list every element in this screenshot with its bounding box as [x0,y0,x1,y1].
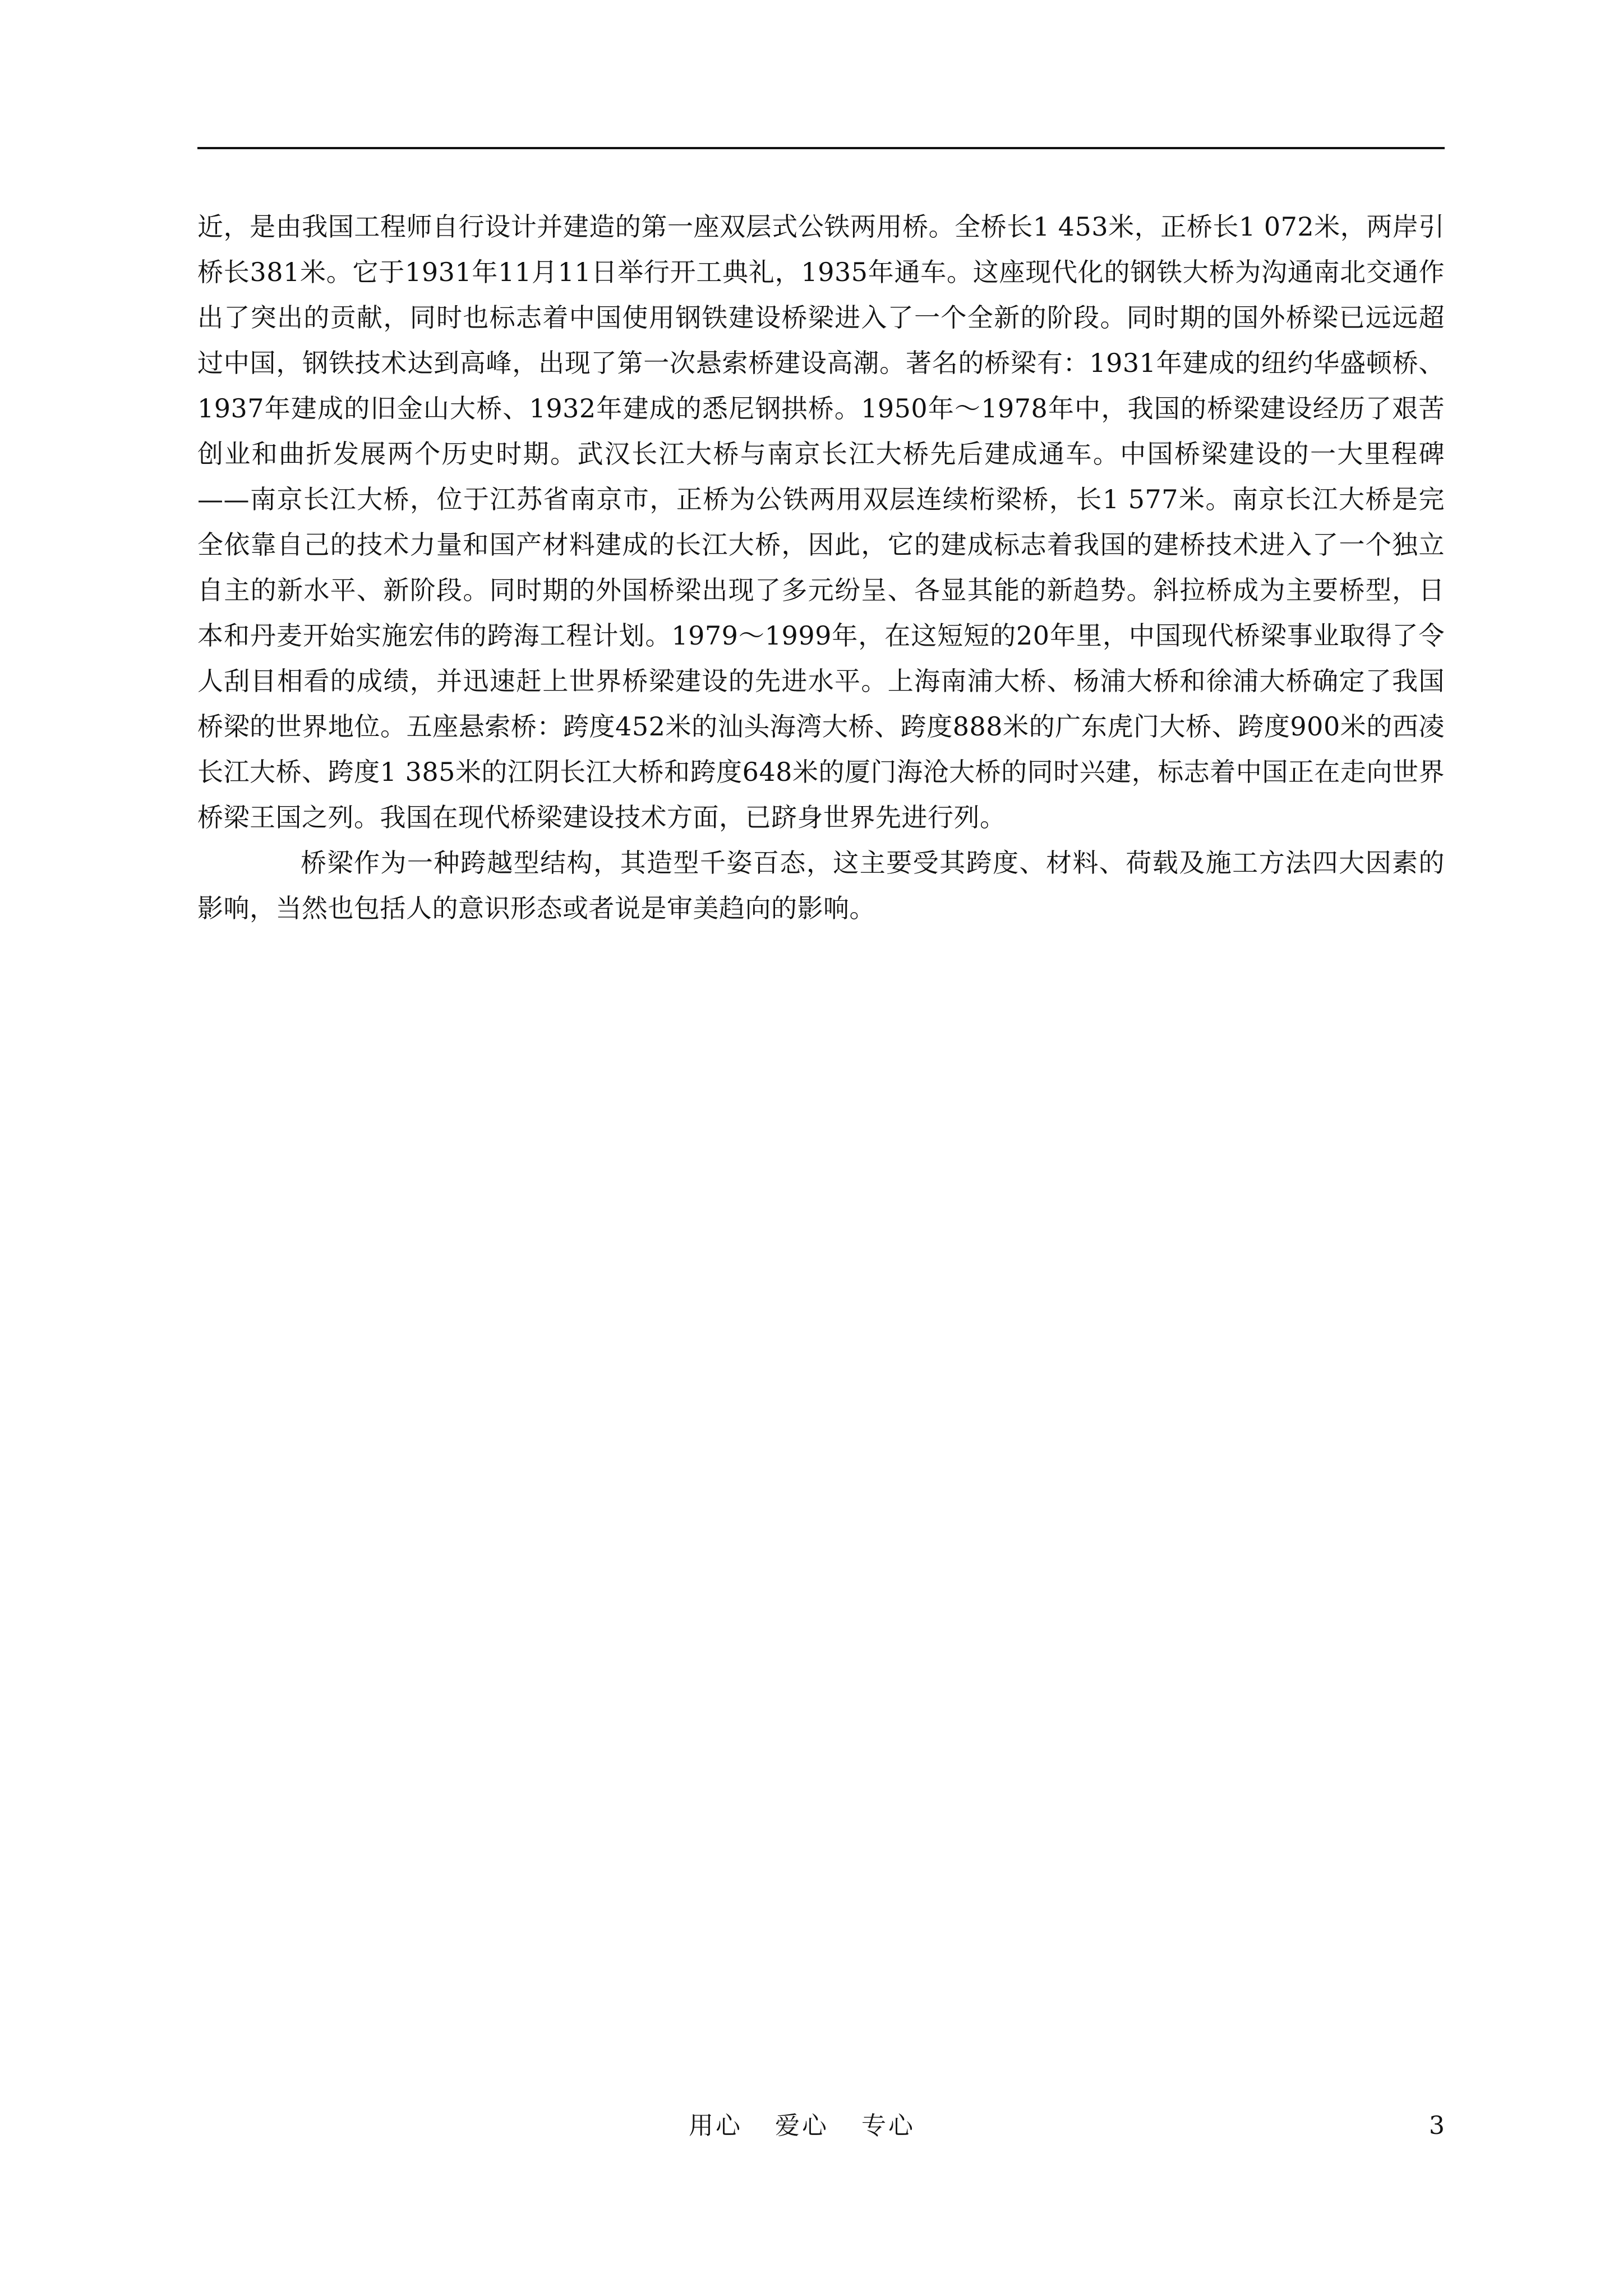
page-number: 3 [1429,2111,1445,2140]
body-text [197,204,1445,931]
header-rule [197,147,1445,149]
paragraph-bridge-form: 桥梁作为一种跨越型结构，其造型千姿百态，这主要受其跨度、材料、荷载及施工方法四大因素的影响，当然也包括人的意识形态或者说是审美趋向的影响。 [197,848,1445,923]
paragraph-bridge-history: 近，是由我国工程师自行设计并建造的第一座双层式公铁两用桥。全桥长1 453米，正桥长1 072米，两岸引桥长381米。它于1931年11月11日举行开工典礼，1935年通车。这座现代化的钢铁大桥为沟通南北交通作出了突出的贡献，同时也标志着中国使用钢铁建设桥梁进入了一个全新的阶段。同时期的国外桥梁已远远超过中国，钢铁技术达到高峰，出现了第一次悬索桥建设高潮。著名的桥梁有：1931年建成的纽约华盛顿桥、1937年建成的旧金山大桥、1932年建成的悉尼钢拱桥。1950年～1978年中，我国的桥梁建设经历了艰苦创业和曲折发展两个历史时期。武汉长江大桥与南京长江大桥先后建成通车。中国桥梁建设的一大里程碑——南京长江大桥，位于江苏省南京市，正桥为公铁两用双层连续桁梁桥，长1 577米。南京长江大桥是完全依靠自己的技术力量和国产材料建成的长江大桥，因此，它的建成标志着我国的建桥技术进入了一个独立自主的新水平、新阶段。同时期的外国桥梁出现了多元纷呈、各显其能的新趋势。斜拉桥成为主要桥型，日本和丹麦开始实施宏伟的跨海工程计划。1979～1999年，在这短短的20年里，中国现代桥梁事业取得了令人刮目相看的成绩，并迅速赶上世界桥梁建设的先进水平。上海南浦大桥、杨浦大桥和徐浦大桥确定了我国桥梁的世界地位。五座悬索桥：跨度452米的汕头海湾大桥、跨度888米的广东虎门大桥、跨度900米的西凌长江大桥、跨度1 385米的江阴长江大桥和跨度648米的厦门海沧大桥的同时兴建，标志着中国正在走向世界桥梁王国之列。我国在现代桥梁建设技术方面，已跻身世界先进行列。 [197,211,1445,832]
footer-motto: 用心 爱心 专心 [689,2111,915,2140]
